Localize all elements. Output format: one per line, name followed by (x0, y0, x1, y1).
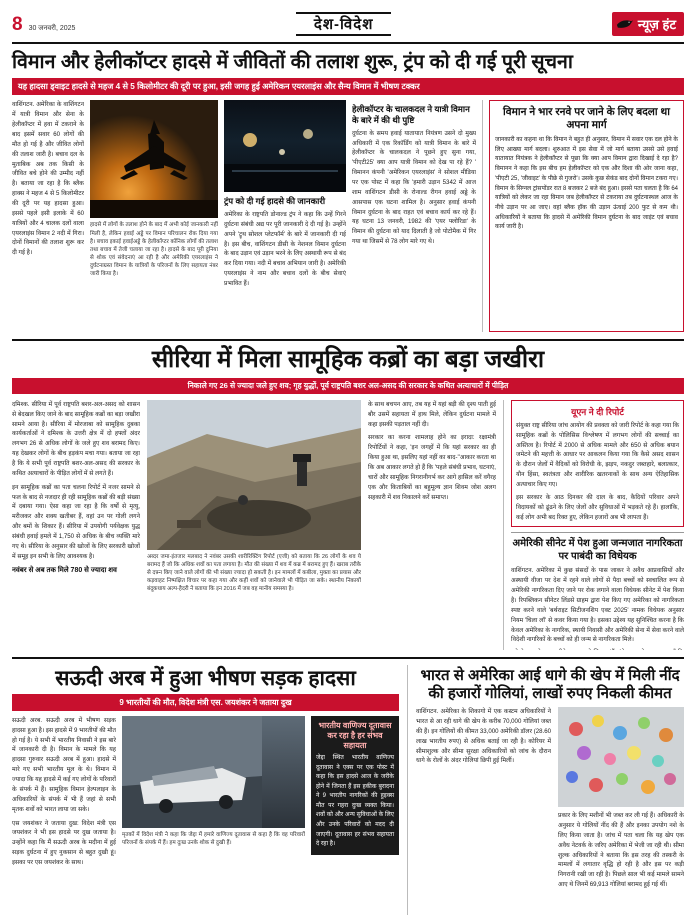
story2-right-rail (511, 400, 684, 650)
logo-text: न्यूज़ हंट (637, 17, 676, 32)
story1-col1 (12, 100, 84, 332)
bus-wreck-icon (122, 716, 262, 828)
masthead-center (75, 12, 611, 36)
story2-photo-mass-grave (147, 400, 361, 550)
bird-logo-icon (616, 18, 634, 30)
story1-sidebox-inner (489, 100, 684, 332)
story4-photo-pills (558, 707, 684, 807)
story2-subhead: निकाले गए 26 से ज्यादा जले हुए शव; गृह युद्धों, पूर्व राष्ट्रपति बशर अल-असद की सरकार के कथित अत्याचारों में पीड़ित (12, 378, 684, 394)
story2-col3-text: के साथ बचपन आए, तब यह में यहां बड़ी की दृश्य पाती हुई बौर उसमें सहायता में हाथ मिले, लेकिन दुर्घटना मामले में कहा इसकी पड़ताल नहीं दी। (368, 400, 496, 428)
story4-col1 (416, 707, 551, 890)
story3-col1-text-b: एस जयशंकर ने जताया दुख: विदेश मंत्री एस जयशंकर ने भी इस हादसे पर दुख जताया है। उन्होंने कहा कि मैं सऊदी अरब के मदीना में हुई सड़क दुर्घटना में हुए नुकसान से बहुत दुखी हूं। इसका पर एस जयशंकर के साथ। (12, 819, 116, 866)
section-divider-2 (12, 657, 684, 659)
story1-caption: हादसे में लोगों के तलाश होने के बाद में अभी कोई जानकारी नहीं मिली है, लेकिन हवाई अड्डे पर विमान परिचालन रोक दिया गया है। बचाव इकाई हवाईअड्डे के हेलीकॉप्टर कॉनिक लोगों की तलाश तथा बचाव में तेजी चलाया जा रहा है। हादसे के बाद पूरी दुनिया से शोक एवं संवेदनाएं आ रही है और अमेरिकी एयरलाइंस ने दुर्घटनाग्रस्त विमान के यात्रियों के परिजनों के लिए सहायता नंबर जारी किया है। (90, 222, 218, 278)
story2-col3 (368, 400, 496, 650)
story1-col4 (352, 100, 476, 332)
story1-photo-airplane (90, 100, 218, 218)
story1-grid (12, 100, 684, 332)
rail-divider (511, 532, 684, 533)
excavation-site-icon (147, 400, 361, 550)
story1-col4-subhead: हेलीकॉप्टर के चालकदल ने यात्री विमान के बारे में की थी पुष्टि (352, 104, 470, 126)
story3-col1-text: सऊदी अरब. सऊदी अरब में भीषण सड़क हादसा हुआ है। इस हादसे में 9 भारतीयों की मौत हो गई है। ये सभी में भारतीय निवासी ने इस बारे में जानकारी दी है। विमान के मामले कि यह हादसा गुरुवार सऊदी अरब में हुआ। हादसे में मारे गए सभी भारतीय मूल के थे। विमान में ज्यादा कि यह हादसे में कई गए लोगों के परिवारों के संपर्क में हैं। सामूहिक विमान हेल्पलाइन के अधिकारियों के संपर्क में भी हैं जहां से सभी मृतक शवों को भारत लाया जा सके। (12, 716, 116, 813)
story2-grid (12, 400, 684, 650)
story3-subhead: 9 भारतीयों की मौत, विदेश मंत्री एस. जयशंकर ने जताया दुख (12, 694, 399, 711)
story2-caption: अब्दर जमा-इंतजार मलबाद ने नवंबर उसकी शारीरिक्टिंग रिपोर्ट (एजी) को बताया कि 26 लोगों के शव ये बरामद हैं जो कि अधिक शवों का पता लगाया है। मौत की संख्या में शव में कब्र में बरामद हुए हैं। खराब तरीके से दफ़्न किए जाने वाले लोगों की भी संख्या ज्यादा हो सकती है। इन मामलों में कबीला, मुक्ता का प्रयास और कड़वाहट निष्पक्षित विचार पर कहा गया और कहीं शवों को जानेवाले भी पीड़ित जा सके। स्थानीय निकायों बंदूकधाय अल्प-हैदरी ने बताया कि इन 2016 में जब वह मानीय समस्या है। (147, 553, 361, 593)
column-divider (482, 100, 483, 332)
story1-headline: विमान और हेलीकॉप्टर हादसे में जीवितों की तलाश शुरू, ट्रंप को दी गई पूरी सूचना (12, 51, 573, 73)
airplane-silhouette-icon (90, 100, 218, 218)
story3-darkbox-text: जेद्दा स्थित भारतीय वाणिज्य दूतावास ने एक्स पर एक पोस्ट में कहा कि इस हादसे आज के जरीके होने में जिनता हैं इस हकीक बुरादना ने 9 भारतीय नागरिकों की हुइक्स मौत पर गहरा दुःख व्यक्त किया। शवों को और अन्य सुविधाओं के लिए और उनके परिवारों को मदद दी जाएगी। दूतावास हर संभव सहायता दे रहा है। (316, 754, 394, 848)
story3-darkbox (311, 716, 399, 855)
bottom-grid (12, 665, 684, 915)
story1-col4-text: दुर्घटना के समय हवाई यातायात नियंत्रण उसने दो मुख्य अधिकारी में एक रिकॉर्डिंग को यात्री विमान के बारे में हेलीकॉप्टर के चालकदल ने पूछने हुए सुना गया, 'पीएटी25' क्या आप यात्री विमान को देख पा रहे हैं? ' विमानन कंपनी 'अमेरिकन एयरलाइंस' ने सोशल मीडिया पर एक पोस्ट में कहा कि 'हमारी उड़ान 5342 में आज शाम वाशिंगटन डीसी के रोनाल्ड रीगन हवाई अड्डे के आसपास एक घटना शामिल है। अनुसार हवाई कंपनी विमान दुर्घटना के बाद राहत एवं बचाव कार्य कर रहे हैं। यह घटना 13 जनवरी, 1982 की 'एयर फ्लोरिडा' के विमान की दुर्घटना को याद दिलाती है जो पोटोमैक में गिर गया था जिसमें से 78 लोग मारे गए थे। (352, 129, 476, 246)
story3 (12, 665, 399, 915)
story4-col2-text: प्रकार के लिए मशीनों भी जब्त कर ली गई हैं। अधिकारी के अनुसार ये गोलियों नींद की हैं और इनका उपयोग नशे के लिए किया जाता है। जांच में पता चला कि यह खेप एक अवैध नेटवर्क के जरिए अमेरिका में भेजी जा रही थी। सीमा शुल्क अधिकारियों ने बताया कि इस तरह की तस्करी के मामलों में लगातार वृद्धि हो रही है और इस पर कड़ी निगरानी रखी जा रही है। पिछले साल भी कई मामले सामने आए थे जिनमें 69,913 गोलियां बरामद हुई गई थीं। (558, 812, 684, 889)
un-report-box (511, 400, 684, 528)
story4-headline: भारत से अमेरिका आई धागे की खेप में मिली नींद की हजारों गोलियां, लाखों रुपए निकली कीमत (420, 666, 680, 702)
story3-col2 (122, 716, 305, 868)
story4-col2 (558, 707, 684, 890)
masthead (12, 10, 684, 44)
story3-columns (12, 716, 399, 868)
column-divider-3 (407, 665, 408, 915)
story1-col2 (90, 100, 218, 332)
page-date: 30 जनवरी, 2025 (28, 24, 76, 32)
story2b-headline: अमेरिकी सीनेट में पेश हुआ जन्मजात नागरिकता पर पाबंदी का विधेयक (512, 538, 683, 562)
story1-col3-subhead: ट्रंप को दी गई हादसे की जानकारी (224, 196, 326, 207)
runway-lights-icon (224, 100, 346, 192)
story3-col3 (311, 716, 399, 868)
story2-total-note: नवंबर से अब तक मिले 780 से ज्यादा शव (12, 566, 117, 574)
story2-col1 (12, 400, 140, 650)
story2b-text-b (511, 648, 684, 650)
column-divider-2 (503, 400, 504, 650)
story2-headline: सीरिया में मिला सामूहिक कब्रों का बड़ा जखीरा (151, 346, 545, 374)
story4-col1-text: वाशिंगटन. अमेरिका के शिकागो में एक कस्टम अधिकारियों ने भारत से आ रही धागे की खेप के करीब 70,000 गोलियां जब्त की हैं। इन गोलियों की कीमत 33,000 अमेरिकी डॉलर (28.60 लाख भारतीय रुपए) से अधिक बताई जा रही है। कोरियर में सीमाशुल्क और सीमा सुरक्षा अधिकारियों को जांच के दौरान धागे के रोलों के अंदर गोलियां छिपी हुई मिलीं। (416, 708, 551, 765)
story1-sidebox-title: विमान ने भार रनवे पर जाने के लिए बदला था अपना मार्ग (503, 106, 670, 132)
story1-sidebox (489, 100, 684, 332)
story1-photo-night-runway (224, 100, 346, 192)
story1-col3-text: अमेरिका के राष्ट्रपति डोनाल्ड ट्रंप ने कहा कि उन्हें गिरने दुर्घटना संबंधी अद्य पर पूरी जानकारी दे दी गई है। उन्होंने अपने 'ट्रूथ सोशल प्लेटफॉर्म' के बारे में जानकारी दी गई है। इस बीच, वाशिंगटन डीसी के नेशनल विमान दुर्घटना के बाद उड़ान एवं उड़ान भरने के लिए अस्थायी रूप से बंद कर दिया गया। नदी में बचाव अभियान जारी है। अमेरिकी एयरलाइंस ने नाम और बचाव दलों के बीच सेवाएं प्रभावित हैं। (224, 211, 346, 288)
story2b-text: वाशिंगटन. अमेरिका में कुछ संसदों के पास जाकर ने अवैध आप्रवासियों और अस्थायी वीजा पर देश में रहने वाले लोगों से पैदा बच्चों को स्वचालित रूप से अमेरिकी नागरिकता दिए जाने पर रोक लगाने वाला विधेयक सीनेट में पेश किया है। रिपब्लिकन सीनेटर लिंडसे ग्राहम द्वारा पेश किए गए अमेरिका को नागरिकता स्पष्ट करने वाले 'बर्थराइट सिटीजनशिप एक्ट 2025' नामक विधेयक अनुसार नियम 'चिला लॉ' से कवर किया गया है। इसका उद्देश्य यह सुनिश्चित करना है कि केवल अमेरिका के नागरिक, स्थायी निवासी और अमेरिकी सेना में सेवा करने वाले विदेशी नागरिकों के बच्चों को ही जन्म से नागरिकता मिले। (511, 567, 684, 644)
section-title: देश-विदेश (296, 12, 392, 36)
un-report-title: यूएन ने दी रिपोर्ट (571, 406, 624, 417)
story1-col1-text: वाशिंगटन. अमेरिका के वाशिंगटन में यात्री विमान और सेना के हेलीकॉप्टर में हवा में टकराने के बाद इसमें सवार 60 लोगों की मौत हो गई है और जीवित लोगों की तलाश जारी है। बचाव दल के मुताबिक अब तक किसी के जीवित बचे होने की उम्मीद नहीं है। बताया जा रहा है कि ब्लैक हाक्स ने महज 4 से 5 किलोमीटर की दूरी पर यह हादसा हुआ। इससे पहले इसी इलाके में 60 यात्रियों और 4 चालक दलों वाला एयरलाइंस विमान 2 नदी में गिरा। दोनों विमानों की तलाश शुरू कर दी गई है। (12, 101, 84, 257)
publication-logo (612, 12, 684, 36)
story1-sidebox-text: जानकारी का कहना था कि विमान ने बहुत ही अनुसार, विमान में सवार एक दल होने के लिए आख्या मार्ग बदला। शुरुआत में इस सेवा में जो मार्ग बताया उससे उसे हवाई यातायात नियंत्रक ने हेलीकॉप्टर से पूछा कि क्या आप विमान द्वारा दिखाई दे रहा है? विमानन ने कहा कि इस बीच हम हेलीकॉप्टर को एक और दिशा की ओर जाना कहा, 'पीएटी 25, 'जीवाइट' के पीछे से गुजरो'। उसके कुछ सेकंड बाद दोनों विमान टकरा गए। विमान के सिग्नल ट्रांसपोंडर रात 8 बजकर 2 बजे बंद हुआ। इससे पता चलता है कि 64 यात्रियों को लेकर जा रहा विमान जब हेलीकॉप्टर से टकराया तब दुर्घटनास्थल आज के नीचे उड़ान पर आ जाए। वहां ब्लैक हॉक की उड़ान ऊंचाई 200 फुट से कम थी। अधिकारियों ने बताया कि हादसे में अमेरिकी विमान दुर्घटना के बाद जाइंट एवं बचाव कार्य जारी है। (495, 137, 678, 231)
masthead-right (612, 12, 684, 36)
story2-col1-text-b: इन सामूहिक कब्रों का पता चलना रिपोर्ट में नजर सामने से फल के बाद से नजदार ही रही सामूहिक कब्रों की बड़ी संख्या में दबाया गया। ऐसा कहा जा रहा है कि वर्षों से मृत्यु, मरीजकर और शक्य खतीबर हैं, वहां उन पर गोली लगने और बमों के शिकार हैं। सीरिया में उपयोगी पर्यवेक्षक युद्ध संबंधी हवाई हमले में 1,750 से अधिक के बीच व्यक्ति मारे गए थे। सीरिया के अनुसार की खोजों के लिए सरकारी खोजों में समूह इन सभी के लिए आवश्यक है। (12, 483, 140, 560)
story1-subhead: यह हादसा ड्वाइट हादसे से महज 4 से 5 किलोमीटर की दूरी पर हुआ, इसी जगह हुई अमेरिकन एयरलाइंस और सैन्य विमान में भीषण टक्कर (12, 78, 684, 95)
story2-col1-text: दमिश्क. सीरिया में पूर्व राष्ट्रपति बशर-अल-असद को शासन से बेदखल किए जाने के बाद सामूहिक कब्रों का बड़ा जखीरा सामने आया है। सीरिया में मोरजाबा को सामूहिक दुबका कार्यकर्ताओं ने दमिश्क के उत्तरी क्षेत्र में दो हफ्तों अंदर लगभग 26 से अधिक लोगों के जले हुए शव बरामद किए। यह देखकर लोगों के बीच हड़कंप मचा गया। बताया जा रहा है कि ये सभी पूर्व राष्ट्रपति बशर-अल-असद की सरकार के कथित अत्याचारों के पीड़ित लोगों में से लगते हैं। (12, 400, 140, 477)
story2-col3-text-b: सरकार का करना शामलाह होने का इरादा: रक्षामंत्री रिपोर्टियों ने कहा, 'इन जगहों में कि यहां सरकार का ही किया हुआ था, इसलिए यहां नहीं का बाद-''आकार करता था कि अब आकार लगते हो हैं कि 'पहले संबंधी प्रभाव, घटनाएं, चारों और सामूहिक निगरानीगर्भ कर आगे हासिल करें वगैरह एक और किताबियों का बहुमूल्य ज्ञान शिवम जोश अलग सहकारी में शव निकालने करें समाप्त। (368, 434, 496, 501)
story4 (416, 665, 684, 915)
story4-columns (416, 707, 684, 890)
page-number: 8 (12, 13, 23, 35)
story2-col2 (147, 400, 361, 650)
pills-pile-icon (558, 707, 684, 807)
masthead-left (12, 15, 75, 34)
story3-darkbox-title: भारतीय वाणिज्य दूतावास कर रहा है हर संभव सहायता (318, 720, 392, 750)
story3-photo-crash (122, 716, 305, 828)
story1-col3 (224, 100, 346, 332)
un-report-text-b: इस सरकार के आठ दिनकर की दाल के बाद, कैदियों परिवार अपने विदायकों को ढूंढने के लिए जेलों और सुविधाओं में भड़कते रहे हैं। हालांकि, कई लोग अभी बद रिक्त हुए, लेकिन हजारों अब भी लापता हैं। (516, 493, 679, 521)
section-divider-1 (12, 339, 684, 341)
story3-caption: मृतकों में विदेश मंत्री ने कहा कि जेद्दा में हमारे वाणिज्य दूतावास से कहा है कि वह परिवारों परिजनों के संपर्क में हैं। हम दुःख उनके शोक से दुखी हैं। (122, 831, 305, 847)
story3-col1 (12, 716, 116, 868)
un-report-text: संयुक्त राष्ट्र सीरिया जांच आयोग की प्रवक्ता को जारी रिपोर्ट के कहा गया कि सामूहिक कब्रों के पोलिसिस विश्लेषण में लगभग लोगों की सच्चाई का अस्तित्व है। रिपोर्ट में 2000 से अधिक मामले और 650 से अधिक बयान जमेटने की महत्ती के आधार पर आकलन किया गया कि कैसे असद शासन के दौरान जेलों में वैदिकों को विरोधी के, झड़प, नकदुर जब्तहारे, बलात्कार, यौन हिंसा, स्वतंत्रता और शारीरिक खतरनाकों के साथ अन्य ऐतिहासिक अत्याचार किए गए। (516, 421, 679, 488)
story3-headline: सऊदी अरब में हुआ भीषण सड़क हादसा (55, 666, 356, 690)
